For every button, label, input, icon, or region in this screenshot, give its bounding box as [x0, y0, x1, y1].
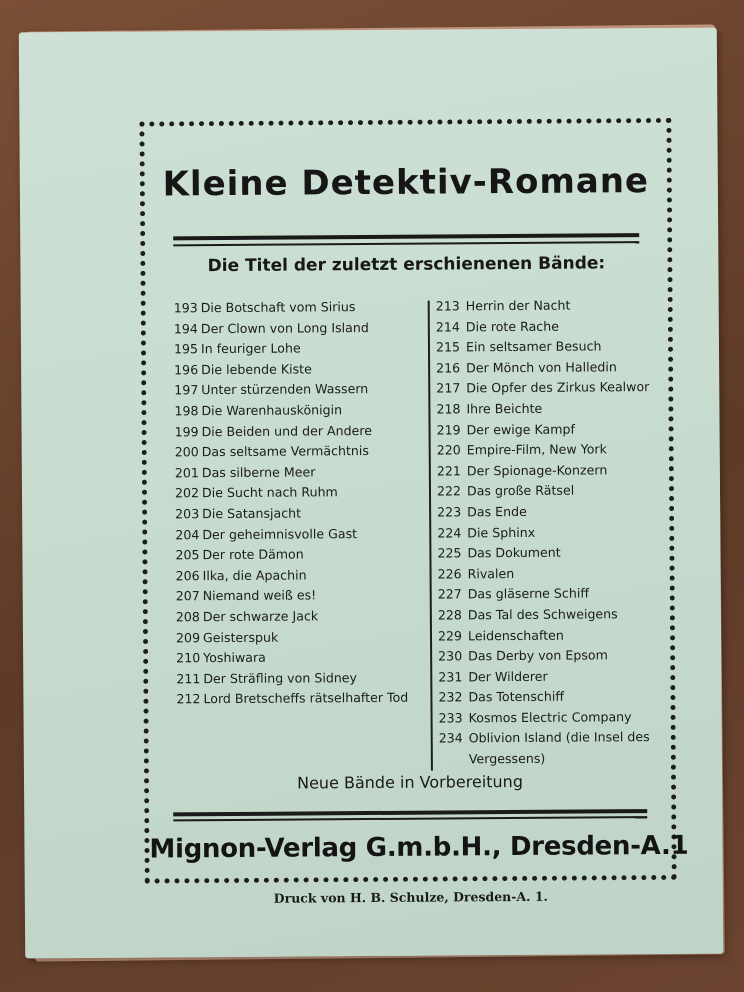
- volume-title: Die rote Rache: [465, 318, 559, 334]
- volume-title: Das große Rätsel: [466, 482, 575, 499]
- volume-number: 221: [436, 463, 461, 479]
- upcoming-note: Neue Bände in Vorbereitung: [297, 771, 524, 793]
- title-entry: [176, 667, 426, 689]
- volume-title: Das gläserne Schiff: [467, 585, 590, 602]
- title-entry: [436, 336, 676, 358]
- title-entry: [437, 521, 677, 543]
- volume-number: 200: [174, 444, 199, 460]
- volume-title: Der rote Dämon: [202, 546, 304, 563]
- title-entry: [438, 604, 678, 626]
- volume-title: Die Sucht nach Ruhm: [201, 484, 338, 501]
- volume-number: 213: [435, 298, 460, 314]
- title-entry: [436, 418, 676, 440]
- volume-number: 193: [173, 300, 198, 316]
- volume-number: 222: [436, 483, 462, 499]
- volume-title: Der Mönch von Halledin: [466, 359, 617, 376]
- volume-number: 215: [435, 339, 461, 355]
- printer-credit: Druck von H. B. Schulze, Dresden-A. 1.: [273, 888, 548, 906]
- volume-title: Das silberne Meer: [201, 464, 316, 480]
- title-entry: [174, 297, 424, 319]
- titles-heading: Die Titel der zuletzt erschienenen Bände:: [207, 253, 606, 277]
- volume-title: Ihre Beichte: [466, 400, 543, 417]
- volume-title: Der Clown von Long Island: [200, 319, 369, 336]
- title-entry: [438, 583, 678, 605]
- volume-number: 234: [438, 730, 463, 747]
- column-divider: [428, 301, 433, 771]
- series-title: Kleine Detektiv-Romane: [162, 161, 650, 205]
- volume-number: 223: [437, 504, 462, 520]
- volume-number: 197: [174, 382, 199, 398]
- volume-title: Lord Bretscheffs rätselhafter Tod: [203, 690, 409, 707]
- title-entry: [437, 501, 677, 523]
- volume-number: 209: [175, 629, 201, 645]
- volume-title: Das Totenschiff: [468, 688, 565, 705]
- volume-number: 232: [438, 689, 463, 705]
- volume-title: Herrin der Nacht: [465, 297, 571, 314]
- volume-number: 201: [174, 464, 199, 481]
- title-entry: [174, 379, 424, 401]
- volume-number: 214: [435, 318, 460, 335]
- title-entry: [174, 358, 424, 380]
- volume-title: Der Wilderer: [468, 668, 548, 685]
- title-entry: [174, 317, 424, 339]
- double-rule-top: [173, 233, 639, 246]
- volume-number: 219: [436, 421, 461, 438]
- volume-number: 207: [175, 588, 200, 604]
- title-entry: [437, 460, 677, 482]
- titles-list-right: [436, 295, 679, 770]
- title-entry: [175, 523, 425, 545]
- volume-title: Oblivion Island (die Insel des Vergessens): [468, 729, 650, 767]
- volume-title: Die Botschaft vom Sirius: [200, 299, 356, 316]
- volume-number: 195: [173, 341, 199, 357]
- volume-title: Das Ende: [467, 503, 527, 520]
- volume-number: 226: [437, 566, 462, 582]
- title-entry: [176, 688, 426, 710]
- title-entry: [176, 647, 426, 669]
- volume-number: 227: [437, 586, 462, 602]
- volume-number: 216: [436, 360, 461, 376]
- title-entry: [438, 686, 678, 708]
- title-entry: [436, 377, 676, 399]
- volume-number: 196: [174, 361, 199, 378]
- volume-number: 194: [173, 320, 198, 336]
- volume-title: Die Warenhauskönigin: [201, 402, 343, 419]
- title-entry: [176, 626, 426, 648]
- volume-title: Yoshiwara: [203, 649, 266, 666]
- title-entry: [437, 480, 677, 502]
- volume-title: Leidenschaften: [467, 627, 564, 643]
- volume-number: 202: [174, 485, 200, 501]
- title-entry: [437, 563, 677, 585]
- volume-number: 208: [175, 609, 200, 625]
- title-entry: [175, 461, 425, 483]
- volume-title: In feuriger Lohe: [200, 340, 301, 357]
- volume-title: Kosmos Electric Company: [468, 709, 632, 726]
- volume-title: Der Spionage-Konzern: [466, 462, 608, 479]
- volume-number: 210: [176, 650, 201, 666]
- volume-title: Die lebende Kiste: [201, 361, 312, 377]
- volume-title: Die Satansjacht: [202, 505, 302, 522]
- title-entry: [438, 645, 678, 667]
- volume-title: Unter stürzenden Wassern: [201, 381, 369, 398]
- volume-title: Der ewige Kampf: [466, 421, 575, 437]
- volume-title: Geisterspuk: [202, 629, 279, 645]
- volume-number: 206: [175, 567, 200, 584]
- volume-number: 231: [438, 669, 463, 685]
- publisher-imprint: Mignon-Verlag G.m.b.H., Dresden-A.1: [149, 830, 689, 865]
- volume-number: 212: [176, 691, 201, 707]
- volume-title: Das Tal des Schweigens: [467, 606, 618, 623]
- volume-title: Der schwarze Jack: [202, 608, 319, 625]
- volume-number: 225: [437, 545, 462, 561]
- volume-number: 228: [437, 607, 462, 623]
- double-rule-bottom: [173, 809, 647, 821]
- title-entry: [175, 482, 425, 504]
- volume-title: Empire-Film, New York: [466, 441, 607, 458]
- volume-number: 203: [175, 506, 200, 522]
- title-entry: [437, 439, 677, 461]
- title-entry: [437, 542, 677, 564]
- volume-title: Das Dokument: [467, 544, 561, 561]
- volume-title: Rivalen: [467, 565, 515, 582]
- volume-number: 218: [436, 401, 461, 417]
- title-entry: [436, 357, 676, 379]
- volume-number: 233: [438, 710, 463, 726]
- volume-number: 198: [174, 403, 199, 419]
- volume-title: Die Opfer des Zirkus Kealwor: [466, 379, 650, 396]
- volume-number: 204: [175, 526, 200, 542]
- title-entry: [175, 503, 425, 525]
- title-entry: [175, 441, 425, 463]
- volume-number: 205: [175, 547, 200, 563]
- volume-number: 230: [438, 648, 463, 664]
- back-cover: [19, 28, 723, 959]
- title-entry: [436, 295, 676, 317]
- volume-number: 217: [436, 380, 461, 396]
- dotted-border-frame: [139, 118, 689, 884]
- volume-title: Der Sträfling von Sidney: [203, 669, 358, 686]
- volume-title: Niemand weiß es!: [202, 587, 317, 604]
- title-entry: [176, 585, 426, 607]
- volume-title: Die Beiden und der Andere: [201, 422, 373, 439]
- title-entry: [176, 606, 426, 628]
- title-entry: [436, 398, 676, 420]
- volume-title: Das seltsame Vermächtnis: [201, 443, 370, 460]
- title-entry: [438, 624, 678, 646]
- title-entry: [175, 544, 425, 566]
- volume-number: 224: [437, 524, 462, 541]
- volume-title: Ilka, die Apachin: [202, 567, 307, 583]
- titles-list-left: [174, 297, 427, 711]
- volume-number: 211: [176, 670, 201, 687]
- title-entry: [439, 727, 679, 770]
- volume-title: Der geheimnisvolle Gast: [202, 525, 358, 542]
- volume-title: Ein seltsamer Besuch: [465, 338, 602, 355]
- volume-number: 199: [174, 423, 199, 439]
- title-entry: [174, 400, 424, 422]
- volume-title: Die Sphinx: [467, 524, 536, 540]
- title-entry: [174, 420, 424, 442]
- volume-number: 220: [436, 442, 461, 458]
- title-entry: [438, 666, 678, 688]
- volume-number: 229: [437, 627, 463, 644]
- title-entry: [439, 707, 679, 729]
- title-entry: [176, 564, 426, 586]
- title-entry: [436, 315, 676, 337]
- title-entry: [174, 338, 424, 360]
- volume-title: Das Derby von Epsom: [468, 647, 608, 664]
